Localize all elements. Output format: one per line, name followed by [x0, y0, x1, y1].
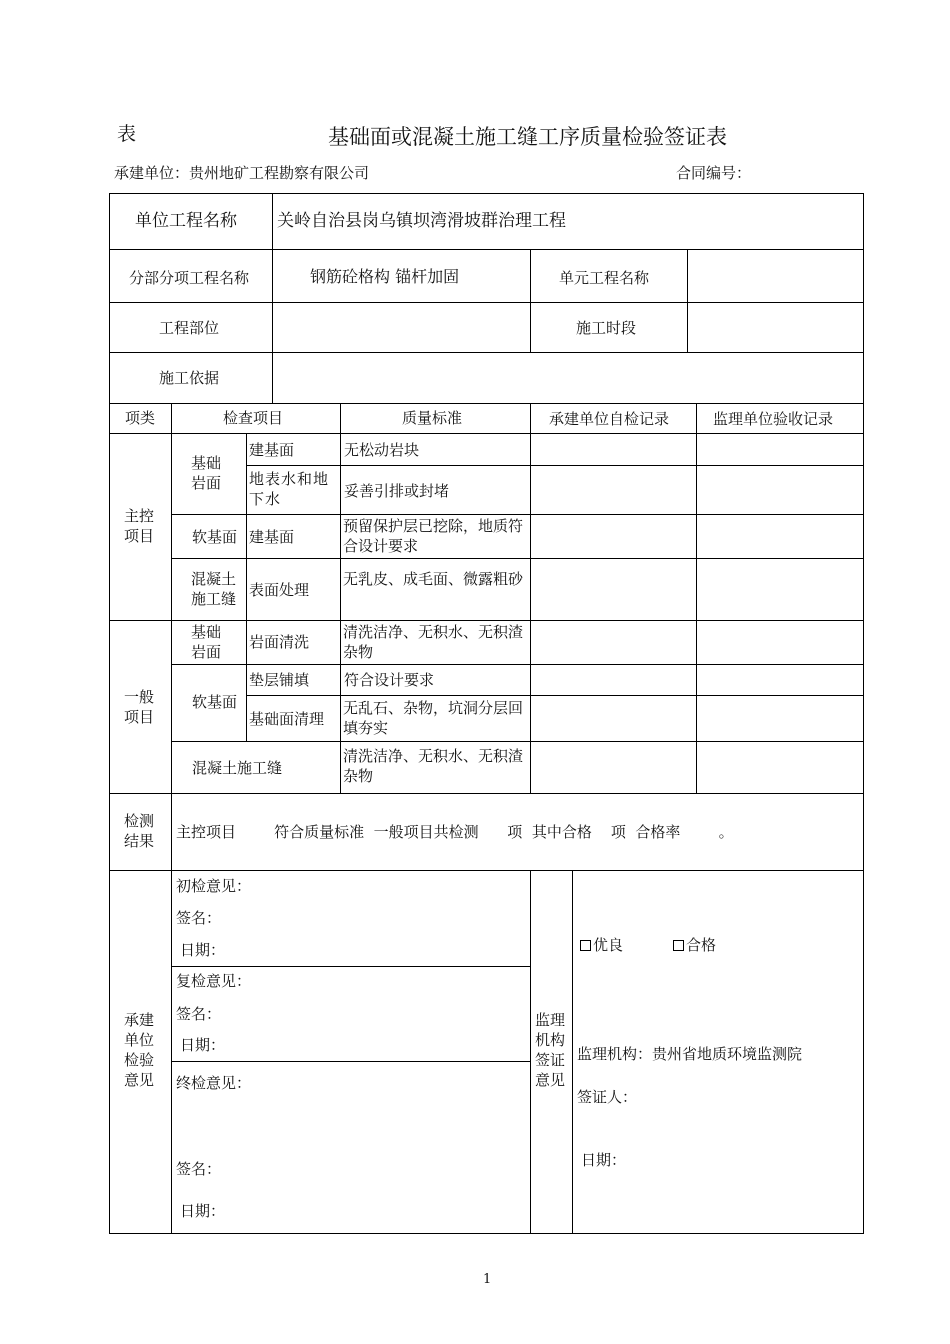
option-pass[interactable]: 合格 [673, 935, 716, 955]
main-items-label: 主控项目 [124, 507, 155, 545]
unit-project-value: 关岭自治县岗乌镇坝湾滑坡群治理工程 [277, 211, 566, 231]
check-item: 建基面 [249, 528, 295, 546]
recheck-sign-label: 签名： [176, 1005, 222, 1023]
general-items-label: 一般项目 [124, 688, 155, 726]
checkbox-icon[interactable] [673, 940, 684, 951]
group-name: 软基面 [192, 693, 238, 711]
quality-standard: 无乱石、杂物，坑洞分层回填夯实 [343, 699, 524, 737]
col-self-check: 承建单位自检记录 [549, 410, 670, 428]
check-item: 建基面 [249, 441, 295, 459]
group-name: 软基面 [192, 528, 238, 546]
recheck-opinion-label: 复检意见： [176, 972, 252, 990]
col-category: 项类 [125, 409, 156, 427]
check-item: 地表水和地下水 [249, 470, 330, 508]
col-supervisor-check: 监理单位验收记录 [713, 410, 834, 428]
initial-opinion-label: 初检意见： [176, 877, 252, 895]
supervisor-date-label: 日期： [581, 1151, 627, 1169]
quality-standard: 妥善引排或封堵 [344, 482, 450, 500]
group-name: 混凝土施工缝 [192, 759, 283, 777]
contractor-opinion-label: 承建单位检验意见 [124, 1011, 155, 1089]
option-excellent[interactable]: 优良 [580, 935, 623, 955]
results-label: 检测结果 [124, 812, 155, 850]
quality-standard: 符合设计要求 [344, 671, 435, 689]
final-opinion-label: 终检意见： [176, 1074, 252, 1092]
sub-project-label: 分部分项工程名称 [129, 269, 250, 287]
initial-date-label: 日期： [180, 941, 226, 959]
group-name: 基础岩面 [191, 454, 222, 492]
element-project-label: 单元工程名称 [559, 269, 650, 287]
signer-label: 签证人： [577, 1088, 638, 1106]
sub-project-value: 钢筋砼格构 锚杆加固 [310, 267, 460, 286]
quality-standard: 无松动岩块 [344, 441, 420, 459]
page-number: 1 [483, 1272, 492, 1287]
check-item: 垫层铺填 [249, 671, 310, 689]
col-standard: 质量标准 [402, 409, 463, 427]
check-item: 岩面清洗 [249, 633, 310, 651]
contractor-label: 承建单位：贵州地矿工程勘察有限公司 [114, 164, 370, 182]
location-label: 工程部位 [159, 319, 220, 337]
contract-number-label: 合同编号： [676, 164, 752, 182]
supervisor-agency: 监理机构：贵州省地质环境监测院 [577, 1045, 803, 1063]
basis-label: 施工依据 [159, 369, 220, 387]
quality-standard: 清洗洁净、无积水、无积渣杂物 [343, 623, 524, 661]
unit-project-label: 单位工程名称 [135, 211, 237, 231]
table-prefix: 表 [117, 123, 137, 145]
quality-standard: 清洗洁净、无积水、无积渣杂物 [343, 747, 524, 785]
final-sign-label: 签名： [176, 1160, 222, 1178]
supervisor-opinion-label: 监理机构签证意见 [535, 1011, 566, 1089]
checkbox-icon[interactable] [580, 940, 591, 951]
document-title: 基础面或混凝土施工缝工序质量检验签证表 [328, 125, 727, 149]
quality-standard: 预留保护层已挖除，地质符合设计要求 [343, 517, 524, 555]
final-date-label: 日期： [180, 1202, 226, 1220]
results-text: 主控项目 符合质量标准 一般项目共检测 项 其中合格 项 合格率 。 [176, 823, 734, 841]
check-item: 基础面清理 [249, 710, 325, 728]
group-name: 基础岩面 [191, 623, 222, 661]
group-name: 混凝土施工缝 [191, 570, 237, 608]
initial-sign-label: 签名： [176, 909, 222, 927]
col-item: 检查项目 [223, 409, 284, 427]
period-label: 施工时段 [576, 319, 637, 337]
recheck-date-label: 日期： [180, 1036, 226, 1054]
check-item: 表面处理 [249, 581, 310, 599]
quality-standard: 无乳皮、成毛面、微露粗砂 [343, 570, 524, 588]
